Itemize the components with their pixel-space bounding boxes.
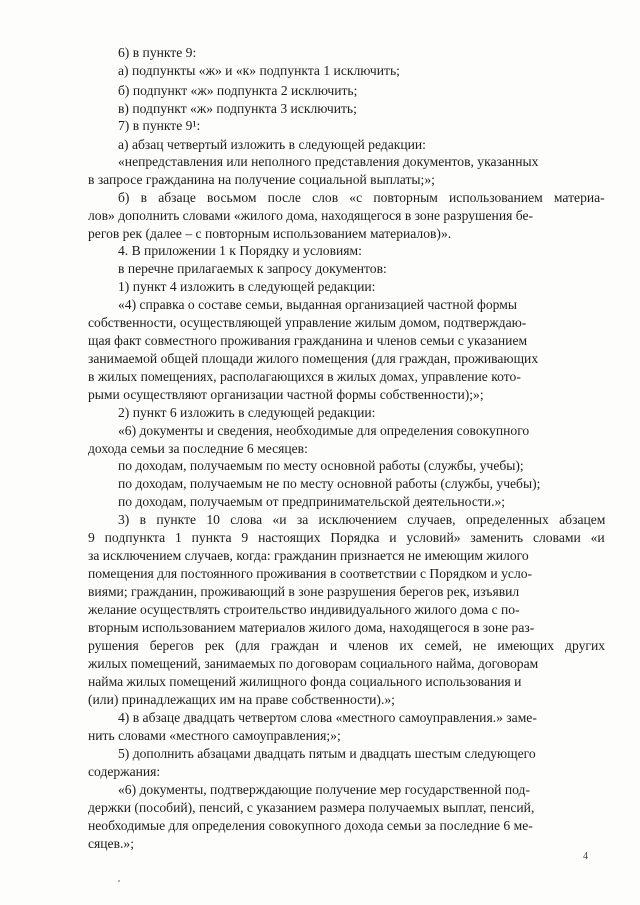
text-line: 4) в абзаце двадцать четвертом слова «местного самоуправления.» заме- (118, 710, 537, 725)
text-line: за исключением случаев, когда: гражданин признается не имеющим жилого (88, 548, 529, 563)
text-line: б) в абзаце восьмом после слов «с повторным использованием материа- (118, 190, 605, 205)
text-line: помещения для постоянного проживания в соответствии с Порядком и усло- (88, 566, 533, 581)
text-line: а) подпункты «ж» и «к» подпункта 1 исключить; (118, 63, 400, 78)
text-line: щая факт совместного проживания гражданина и членов семьи с указанием (88, 333, 528, 348)
text-line: 6) в пункте 9: (118, 45, 197, 60)
text-line: 7) в пункте 9¹: (118, 118, 201, 133)
text-line: виями; гражданин, проживающий в зоне разрушения берегов рек, изъявил (88, 584, 520, 599)
text-line: «4) справка о составе семьи, выданная организацией частной формы (118, 297, 517, 312)
text-line: «6) документы и сведения, необходимые для определения совокупного (118, 423, 530, 438)
text-line: (или) принадлежащих им на праве собственности).»; (88, 692, 395, 707)
scan-speck (118, 880, 120, 882)
text-line: «непредставления или неполного представления документов, указанных (118, 154, 539, 169)
text-line: 5) дополнить абзацами двадцать пятым и двадцать шестым следующего (118, 746, 536, 761)
text-line: 9 подпункта 1 пункта 9 настоящих Порядка и условий» заменить словами «и (88, 530, 605, 545)
text-line: вторным использованием материалов жилого дома, находящегося в зоне раз- (88, 620, 535, 635)
text-line: рыми осуществляют организации частной формы собственности);»; (88, 387, 484, 402)
text-line: в перечне прилагаемых к запросу документов: (118, 261, 387, 276)
text-line: нить словами «местного самоуправления;»; (88, 728, 341, 743)
text-line: по доходам, получаемым от предпринимательской деятельности.»; (118, 494, 506, 509)
text-line: жилых помещений, занимаемых по договорам социального найма, договорам (88, 656, 539, 671)
text-line: регов рек (далее – с повторным использованием материалов)». (88, 226, 452, 241)
text-line: найма жилых помещений жилищного фонда социального использования и (88, 674, 522, 689)
page-number: 4 (583, 851, 588, 862)
text-line: занимаемой общей площади жилого помещения (для граждан, проживающих (88, 351, 539, 366)
text-line: необходимые для определения совокупного дохода семьи за последние 6 ме- (88, 818, 533, 833)
text-line: в) подпункт «ж» подпункта 3 исключить; (118, 101, 357, 116)
text-line: 3) в пункте 10 слова «и за исключением случаев, определенных абзацем (118, 512, 606, 527)
text-line: сяцев.»; (88, 836, 134, 851)
text-line: 1) пункт 4 изложить в следующей редакции: (118, 279, 376, 294)
text-line: по доходам, получаемым не по месту основной работы (службы, учебы); (118, 476, 541, 491)
text-line: в жилых помещениях, располагающихся в жилых домах, управление кото- (88, 369, 521, 384)
text-line: 4. В приложении 1 к Порядку и условиям: (118, 243, 362, 258)
text-line: в запросе гражданина на получение социальной выплаты;»; (88, 172, 435, 187)
text-line: рушения берегов рек (для граждан и членов их семей, не имеющих других (88, 638, 606, 653)
text-line: б) подпункт «ж» подпункта 2 исключить; (118, 83, 358, 98)
text-line: по доходам, получаемым по месту основной работы (службы, учебы); (118, 458, 524, 473)
text-line: дохода семьи за последние 6 месяцев: (88, 441, 308, 456)
text-line: «6) документы, подтверждающие получение мер государственной под- (118, 782, 530, 797)
text-line: лов» дополнить словами «жилого дома, находящегося в зоне разрушения бе- (88, 208, 534, 223)
text-line: держки (пособий), пенсий, с указанием размера получаемых выплат, пенсий, (88, 800, 535, 815)
text-line: содержания: (88, 764, 161, 779)
text-line: желание осуществлять строительство индивидуального жилого дома с по- (88, 602, 520, 617)
text-line: 2) пункт 6 изложить в следующей редакции: (118, 405, 376, 420)
text-line: собственности, осуществляющей управление жилым домом, подтверждаю- (88, 315, 527, 330)
text-line: а) абзац четвертый изложить в следующей редакции: (118, 137, 426, 152)
